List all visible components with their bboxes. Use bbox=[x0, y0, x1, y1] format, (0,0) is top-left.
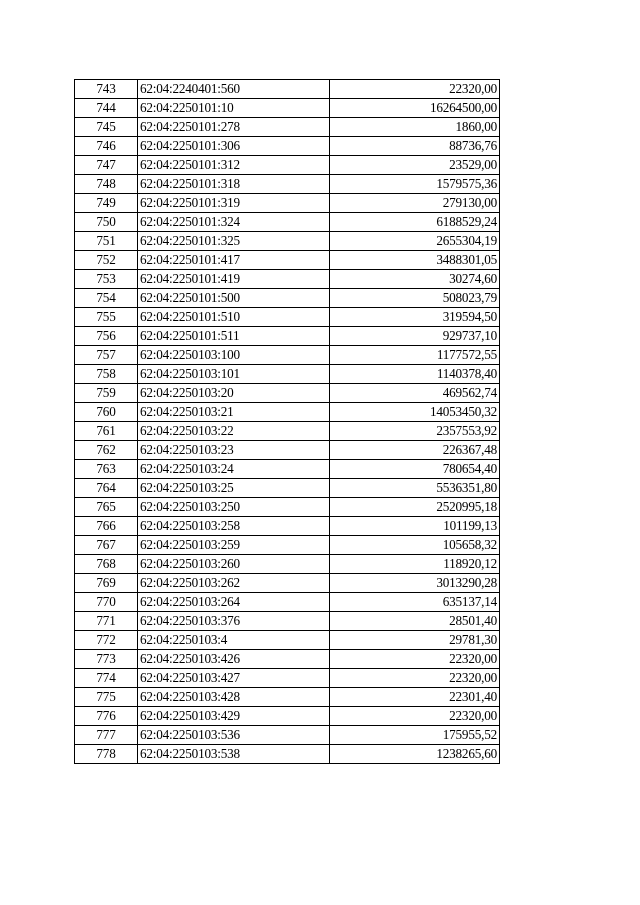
value-cell: 118920,12 bbox=[330, 555, 500, 574]
cadastral-number-cell: 62:04:2250103:21 bbox=[138, 403, 330, 422]
table-row bbox=[75, 80, 500, 99]
row-number-cell: 746 bbox=[75, 137, 138, 156]
cadastral-number-cell: 62:04:2250103:100 bbox=[138, 346, 330, 365]
row-number-cell: 778 bbox=[75, 745, 138, 764]
value-cell: 175955,52 bbox=[330, 726, 500, 745]
row-number-cell: 750 bbox=[75, 213, 138, 232]
value-cell: 1177572,55 bbox=[330, 346, 500, 365]
value-cell: 780654,40 bbox=[330, 460, 500, 479]
cadastral-value-table bbox=[74, 79, 500, 764]
table-row bbox=[75, 289, 500, 308]
cadastral-number-cell: 62:04:2250101:306 bbox=[138, 137, 330, 156]
row-number-cell: 755 bbox=[75, 308, 138, 327]
cadastral-number-cell: 62:04:2250103:376 bbox=[138, 612, 330, 631]
cadastral-number-cell: 62:04:2250103:260 bbox=[138, 555, 330, 574]
value-cell: 1140378,40 bbox=[330, 365, 500, 384]
row-number-cell: 769 bbox=[75, 574, 138, 593]
table-row bbox=[75, 650, 500, 669]
cadastral-number-cell: 62:04:2250103:22 bbox=[138, 422, 330, 441]
cadastral-number-cell: 62:04:2250103:264 bbox=[138, 593, 330, 612]
cadastral-number-cell: 62:04:2250101:278 bbox=[138, 118, 330, 137]
value-cell: 2655304,19 bbox=[330, 232, 500, 251]
row-number-cell: 764 bbox=[75, 479, 138, 498]
value-cell: 22320,00 bbox=[330, 80, 500, 99]
row-number-cell: 762 bbox=[75, 441, 138, 460]
row-number-cell: 759 bbox=[75, 384, 138, 403]
cadastral-number-cell: 62:04:2240401:560 bbox=[138, 80, 330, 99]
row-number-cell: 776 bbox=[75, 707, 138, 726]
cadastral-number-cell: 62:04:2250101:419 bbox=[138, 270, 330, 289]
row-number-cell: 773 bbox=[75, 650, 138, 669]
value-cell: 28501,40 bbox=[330, 612, 500, 631]
value-cell: 3013290,28 bbox=[330, 574, 500, 593]
row-number-cell: 760 bbox=[75, 403, 138, 422]
table-row bbox=[75, 517, 500, 536]
row-number-cell: 766 bbox=[75, 517, 138, 536]
cadastral-number-cell: 62:04:2250103:4 bbox=[138, 631, 330, 650]
table-row bbox=[75, 726, 500, 745]
row-number-cell: 754 bbox=[75, 289, 138, 308]
table-row bbox=[75, 403, 500, 422]
table-row bbox=[75, 137, 500, 156]
value-cell: 16264500,00 bbox=[330, 99, 500, 118]
cadastral-number-cell: 62:04:2250103:427 bbox=[138, 669, 330, 688]
value-cell: 226367,48 bbox=[330, 441, 500, 460]
value-cell: 30274,60 bbox=[330, 270, 500, 289]
value-cell: 508023,79 bbox=[330, 289, 500, 308]
cadastral-number-cell: 62:04:2250103:101 bbox=[138, 365, 330, 384]
value-cell: 279130,00 bbox=[330, 194, 500, 213]
cadastral-number-cell: 62:04:2250101:510 bbox=[138, 308, 330, 327]
row-number-cell: 745 bbox=[75, 118, 138, 137]
value-cell: 635137,14 bbox=[330, 593, 500, 612]
value-cell: 2357553,92 bbox=[330, 422, 500, 441]
cadastral-number-cell: 62:04:2250101:312 bbox=[138, 156, 330, 175]
table-row bbox=[75, 688, 500, 707]
row-number-cell: 752 bbox=[75, 251, 138, 270]
row-number-cell: 770 bbox=[75, 593, 138, 612]
cadastral-number-cell: 62:04:2250101:324 bbox=[138, 213, 330, 232]
table-row bbox=[75, 308, 500, 327]
row-number-cell: 772 bbox=[75, 631, 138, 650]
table-row bbox=[75, 118, 500, 137]
table-row bbox=[75, 612, 500, 631]
table-row bbox=[75, 346, 500, 365]
row-number-cell: 757 bbox=[75, 346, 138, 365]
value-cell: 14053450,32 bbox=[330, 403, 500, 422]
value-cell: 29781,30 bbox=[330, 631, 500, 650]
cadastral-number-cell: 62:04:2250103:428 bbox=[138, 688, 330, 707]
value-cell: 5536351,80 bbox=[330, 479, 500, 498]
cadastral-number-cell: 62:04:2250103:536 bbox=[138, 726, 330, 745]
value-cell: 469562,74 bbox=[330, 384, 500, 403]
value-cell: 22320,00 bbox=[330, 707, 500, 726]
cadastral-number-cell: 62:04:2250103:538 bbox=[138, 745, 330, 764]
table-row bbox=[75, 422, 500, 441]
table-row bbox=[75, 327, 500, 346]
cadastral-number-cell: 62:04:2250103:20 bbox=[138, 384, 330, 403]
cadastral-number-cell: 62:04:2250103:258 bbox=[138, 517, 330, 536]
table-row bbox=[75, 365, 500, 384]
row-number-cell: 774 bbox=[75, 669, 138, 688]
row-number-cell: 771 bbox=[75, 612, 138, 631]
table-row bbox=[75, 156, 500, 175]
cadastral-number-cell: 62:04:2250103:24 bbox=[138, 460, 330, 479]
value-cell: 929737,10 bbox=[330, 327, 500, 346]
row-number-cell: 777 bbox=[75, 726, 138, 745]
cadastral-number-cell: 62:04:2250101:417 bbox=[138, 251, 330, 270]
table-row bbox=[75, 669, 500, 688]
row-number-cell: 753 bbox=[75, 270, 138, 289]
value-cell: 1860,00 bbox=[330, 118, 500, 137]
row-number-cell: 751 bbox=[75, 232, 138, 251]
table-row bbox=[75, 593, 500, 612]
value-cell: 2520995,18 bbox=[330, 498, 500, 517]
value-cell: 88736,76 bbox=[330, 137, 500, 156]
cadastral-number-cell: 62:04:2250101:511 bbox=[138, 327, 330, 346]
cadastral-number-cell: 62:04:2250101:318 bbox=[138, 175, 330, 194]
table-row bbox=[75, 745, 500, 764]
table-row bbox=[75, 194, 500, 213]
value-cell: 1238265,60 bbox=[330, 745, 500, 764]
cadastral-number-cell: 62:04:2250103:262 bbox=[138, 574, 330, 593]
value-cell: 6188529,24 bbox=[330, 213, 500, 232]
cadastral-number-cell: 62:04:2250103:426 bbox=[138, 650, 330, 669]
value-cell: 22301,40 bbox=[330, 688, 500, 707]
row-number-cell: 763 bbox=[75, 460, 138, 479]
cadastral-number-cell: 62:04:2250103:23 bbox=[138, 441, 330, 460]
row-number-cell: 749 bbox=[75, 194, 138, 213]
value-cell: 23529,00 bbox=[330, 156, 500, 175]
table-row bbox=[75, 498, 500, 517]
table-row bbox=[75, 384, 500, 403]
table-row bbox=[75, 270, 500, 289]
row-number-cell: 744 bbox=[75, 99, 138, 118]
table-row bbox=[75, 479, 500, 498]
cadastral-number-cell: 62:04:2250101:500 bbox=[138, 289, 330, 308]
table-row bbox=[75, 631, 500, 650]
cadastral-number-cell: 62:04:2250103:25 bbox=[138, 479, 330, 498]
row-number-cell: 748 bbox=[75, 175, 138, 194]
table-row bbox=[75, 99, 500, 118]
value-cell: 1579575,36 bbox=[330, 175, 500, 194]
value-cell: 319594,50 bbox=[330, 308, 500, 327]
row-number-cell: 768 bbox=[75, 555, 138, 574]
cadastral-number-cell: 62:04:2250101:10 bbox=[138, 99, 330, 118]
row-number-cell: 756 bbox=[75, 327, 138, 346]
cadastral-number-cell: 62:04:2250101:325 bbox=[138, 232, 330, 251]
table-row bbox=[75, 441, 500, 460]
row-number-cell: 767 bbox=[75, 536, 138, 555]
table-row bbox=[75, 460, 500, 479]
row-number-cell: 747 bbox=[75, 156, 138, 175]
table-row bbox=[75, 175, 500, 194]
value-cell: 22320,00 bbox=[330, 650, 500, 669]
table-row bbox=[75, 536, 500, 555]
row-number-cell: 743 bbox=[75, 80, 138, 99]
value-cell: 101199,13 bbox=[330, 517, 500, 536]
table-row bbox=[75, 232, 500, 251]
cadastral-number-cell: 62:04:2250101:319 bbox=[138, 194, 330, 213]
row-number-cell: 765 bbox=[75, 498, 138, 517]
table-row bbox=[75, 555, 500, 574]
cadastral-number-cell: 62:04:2250103:429 bbox=[138, 707, 330, 726]
value-cell: 3488301,05 bbox=[330, 251, 500, 270]
value-cell: 22320,00 bbox=[330, 669, 500, 688]
table-body bbox=[75, 80, 500, 764]
row-number-cell: 775 bbox=[75, 688, 138, 707]
table-row bbox=[75, 574, 500, 593]
cadastral-number-cell: 62:04:2250103:259 bbox=[138, 536, 330, 555]
table-row bbox=[75, 213, 500, 232]
table-row bbox=[75, 251, 500, 270]
table-row bbox=[75, 707, 500, 726]
row-number-cell: 758 bbox=[75, 365, 138, 384]
value-cell: 105658,32 bbox=[330, 536, 500, 555]
row-number-cell: 761 bbox=[75, 422, 138, 441]
cadastral-number-cell: 62:04:2250103:250 bbox=[138, 498, 330, 517]
